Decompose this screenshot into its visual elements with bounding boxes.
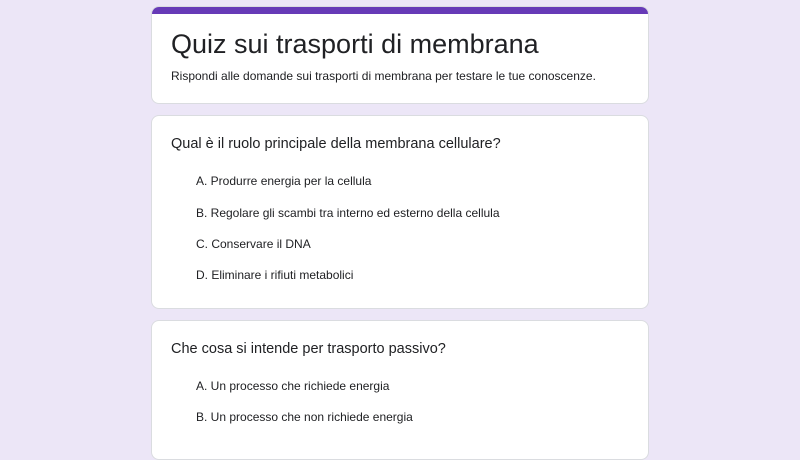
question-text: Che cosa si intende per trasporto passivo? <box>171 341 446 357</box>
form-title: Quiz sui trasporti di membrana <box>171 29 539 59</box>
answer-option-a[interactable]: A. Produrre energia per la cellula <box>196 174 372 188</box>
question-card-1 <box>151 115 649 309</box>
answer-option-a[interactable]: A. Un processo che richiede energia <box>196 379 390 393</box>
answer-option-d[interactable]: D. Eliminare i rifiuti metabolici <box>196 268 354 282</box>
answer-option-b[interactable]: B. Regolare gli scambi tra interno ed esterno della cellula <box>196 206 500 220</box>
question-text: Qual è il ruolo principale della membrana cellulare? <box>171 136 501 152</box>
form-accent-bar <box>152 7 648 14</box>
form-description: Rispondi alle domande sui trasporti di membrana per testare le tue conoscenze. <box>171 69 596 83</box>
form-header-card <box>151 6 649 104</box>
question-card-2 <box>151 320 649 460</box>
answer-option-b[interactable]: B. Un processo che non richiede energia <box>196 410 413 424</box>
answer-option-c[interactable]: C. Conservare il DNA <box>196 237 311 251</box>
